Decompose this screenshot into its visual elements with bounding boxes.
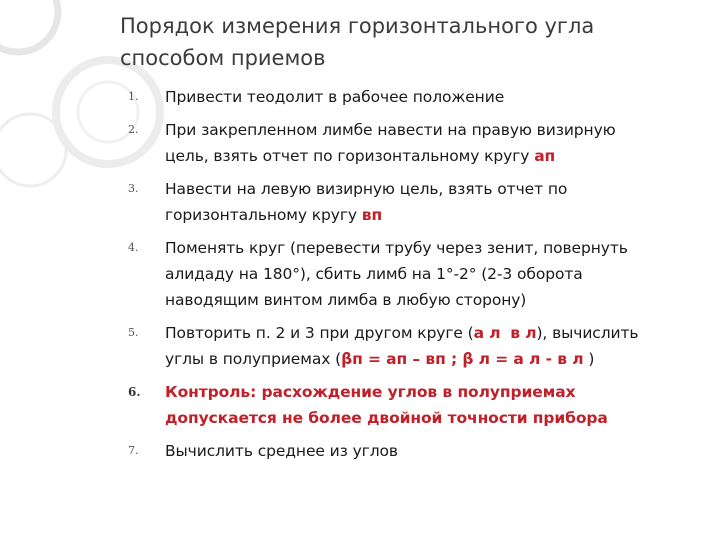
title-line-2: способом приемов: [120, 46, 326, 70]
item-number: 5.: [128, 326, 139, 339]
item-number: 3.: [128, 182, 139, 195]
item-text: Контроль: расхождение углов в полуприемах допускается не более двойной точности прибора: [165, 383, 608, 427]
item-text: Вычислить среднее из углов: [165, 442, 398, 460]
value-a-l: а л: [473, 324, 501, 342]
formula: βп = ап – вп ; β л = а л - в л: [341, 350, 584, 368]
item-text: Поменять круг (перевести трубу через зенит, повернуть алидаду на 180°), сбить лимб на 1°-2° (2-3 оборота наводящим винтом лимба в любую сторону): [165, 239, 628, 309]
item-text: При закрепленном лимбе навести на правую визирную цель, взять отчет по горизонтальному кругу ап: [165, 121, 616, 165]
item-number: 1.: [128, 90, 139, 103]
value-v-p: вп: [361, 206, 383, 224]
item-number: 6.: [128, 385, 141, 399]
item-number: 2.: [128, 123, 139, 136]
item-number: 4.: [128, 241, 139, 254]
value-a-p: ап: [534, 147, 556, 165]
value-v-l: в л: [510, 324, 537, 342]
item-text: Привести теодолит в рабочее положение: [165, 88, 505, 106]
item-text: Навести на левую визирную цель, взять отчет по горизонтальному кругу вп: [165, 180, 568, 224]
item-number: 7.: [128, 444, 139, 457]
title-line-1: Порядок измерения горизонтального угла: [120, 14, 595, 38]
item-text: Повторить п. 2 и 3 при другом круге (а л в л), вычислить углы в полуприемах (βп = ап – вп ; β л = а л - в л ): [165, 324, 639, 368]
